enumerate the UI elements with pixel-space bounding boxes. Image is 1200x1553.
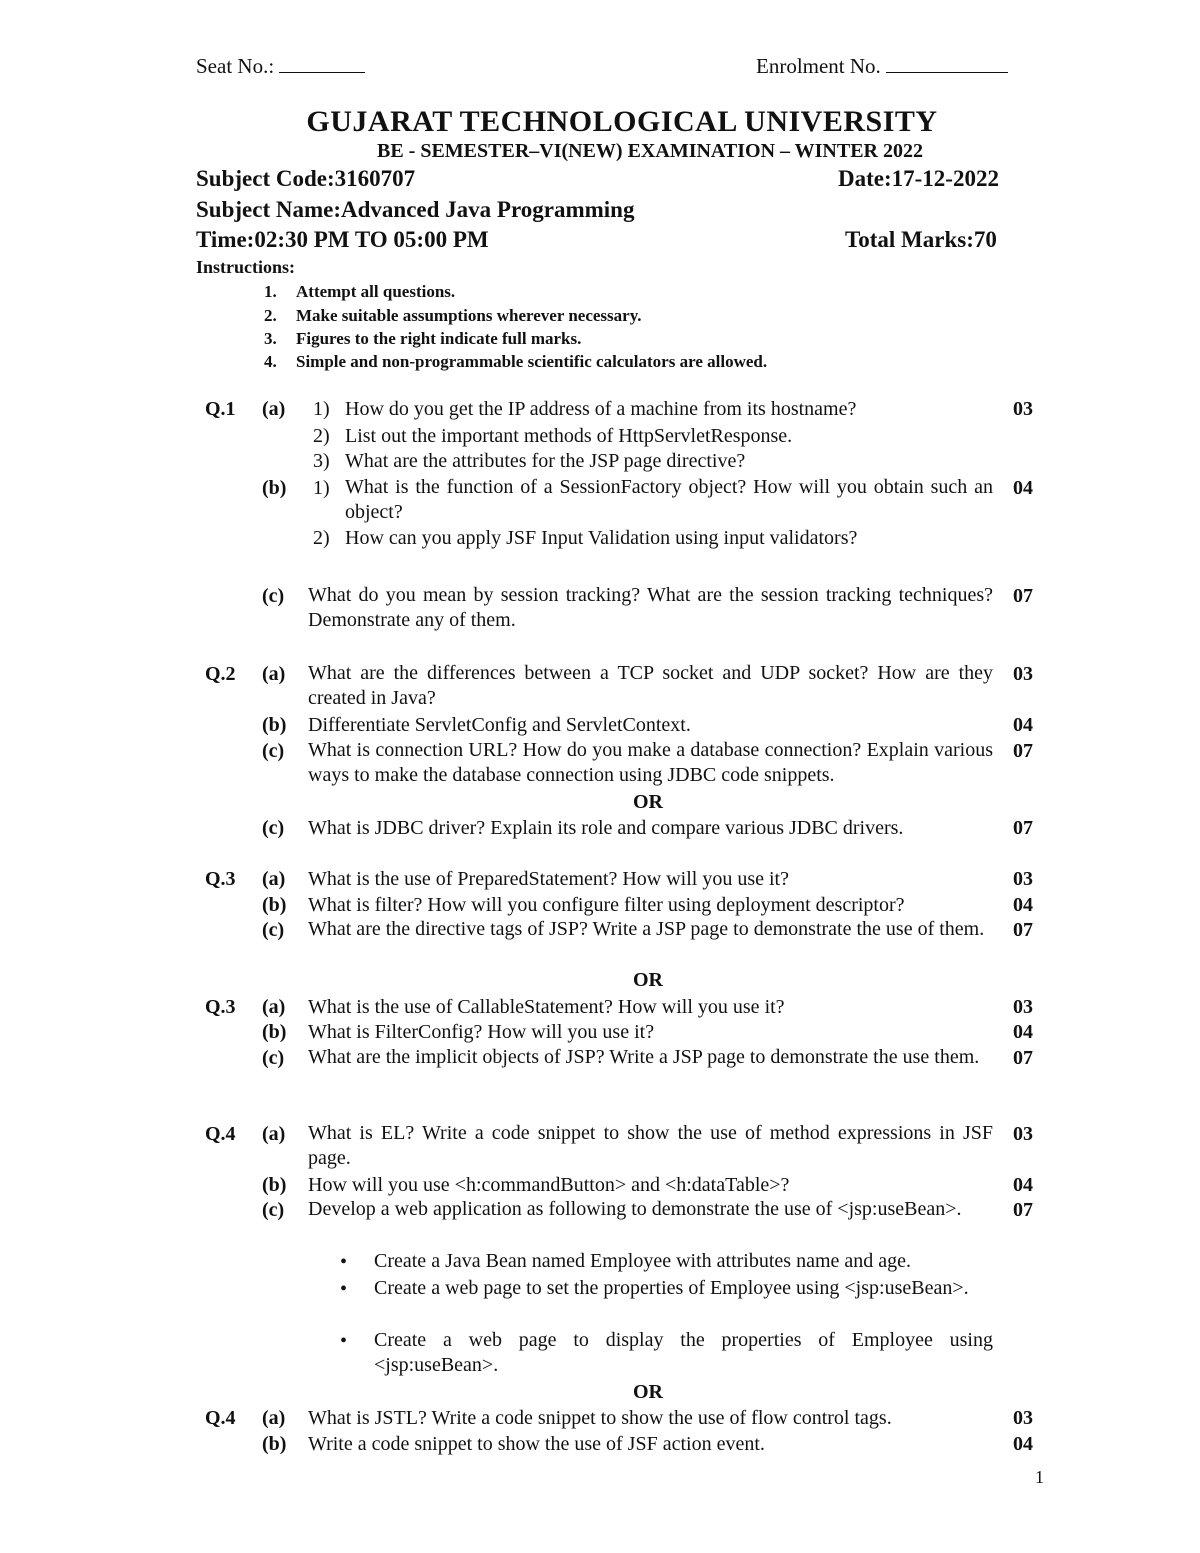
exam-date: Date:17-12-2022 — [838, 166, 999, 191]
marks: 07 — [1013, 817, 1033, 839]
question-text: Develop a web application as following to demonstrate the use of <jsp:useBean>. — [308, 1198, 962, 1220]
question-text: How do you get the IP address of a machine from its hostname? — [345, 398, 857, 420]
question-text: How can you apply JSF Input Validation using input validators? — [345, 527, 858, 549]
part-label: (a) — [262, 1407, 286, 1429]
marks: 03 — [1013, 1123, 1033, 1145]
question-number: Q.4 — [205, 1407, 236, 1429]
bullet-icon: • — [340, 1251, 348, 1273]
sub-item-number: 1) — [313, 398, 330, 420]
question-number: Q.1 — [205, 398, 236, 420]
marks: 04 — [1013, 1174, 1033, 1196]
exam-title: BE - SEMESTER–VI(NEW) EXAMINATION – WINTER 2022 — [377, 140, 923, 162]
part-label: (a) — [262, 1123, 286, 1145]
question-text: What are the implicit objects of JSP? Write a JSP page to demonstrate the use them. — [308, 1046, 980, 1068]
marks: 07 — [1013, 919, 1033, 941]
part-label: (b) — [262, 1021, 287, 1043]
question-text: Write a code snippet to show the use of JSF action event. — [308, 1433, 765, 1455]
enrolment-number-blank — [886, 54, 1008, 73]
question-text: What is the use of PreparedStatement? How will you use it? — [308, 868, 789, 890]
bullet-text: Create a web page to display the properties of Employee using <jsp:useBean>. — [374, 1329, 993, 1376]
instruction-item: 3. Figures to the right indicate full marks. — [264, 329, 582, 348]
question-text: What are the differences between a TCP socket and UDP socket? How are they created in Java? — [308, 662, 993, 709]
part-label: (c) — [262, 585, 285, 607]
question-text: What is JDBC driver? Explain its role and compare various JDBC drivers. — [308, 817, 904, 839]
university-title: GUJARAT TECHNOLOGICAL UNIVERSITY — [306, 105, 938, 138]
question-text: What are the directive tags of JSP? Write a JSP page to demonstrate the use of them. — [308, 918, 985, 940]
page-number: 1 — [1035, 1467, 1044, 1487]
marks: 04 — [1013, 1433, 1033, 1455]
part-label: (a) — [262, 663, 286, 685]
part-label: (b) — [262, 714, 287, 736]
part-label: (c) — [262, 817, 285, 839]
question-text: What is the use of CallableStatement? How will you use it? — [308, 996, 785, 1018]
marks: 03 — [1013, 1407, 1033, 1429]
enrolment-number-field — [756, 54, 1008, 79]
marks: 07 — [1013, 740, 1033, 762]
instruction-item: 2. Make suitable assumptions wherever necessary. — [264, 306, 642, 325]
question-text: What is JSTL? Write a code snippet to show the use of flow control tags. — [308, 1407, 892, 1429]
instruction-item: 4. Simple and non-programmable scientific calculators are allowed. — [264, 352, 768, 371]
question-text: What is filter? How will you configure filter using deployment descriptor? — [308, 894, 905, 916]
question-text: Differentiate ServletConfig and ServletContext. — [308, 714, 691, 736]
sub-item-number: 2) — [313, 527, 330, 549]
bullet-text: Create a Java Bean named Employee with attributes name and age. — [374, 1250, 912, 1272]
or-separator: OR — [633, 969, 663, 991]
question-text: What is EL? Write a code snippet to show the use of method expressions in JSF page. — [308, 1122, 993, 1169]
marks: 07 — [1013, 1199, 1033, 1221]
instructions-heading: Instructions: — [196, 257, 296, 277]
marks: 04 — [1013, 477, 1033, 499]
marks: 07 — [1013, 585, 1033, 607]
instruction-item: 1. Attempt all questions. — [264, 282, 456, 301]
part-label: (b) — [262, 894, 287, 916]
part-label: (c) — [262, 1047, 285, 1069]
marks: 03 — [1013, 663, 1033, 685]
marks: 04 — [1013, 894, 1033, 916]
marks: 03 — [1013, 398, 1033, 420]
marks: 03 — [1013, 996, 1033, 1018]
part-label: (c) — [262, 740, 285, 762]
exam-time: Time:02:30 PM TO 05:00 PM — [196, 227, 489, 252]
marks: 04 — [1013, 714, 1033, 736]
part-label: (a) — [262, 868, 286, 890]
question-number: Q.2 — [205, 663, 236, 685]
question-text: What is FilterConfig? How will you use it? — [308, 1021, 655, 1043]
sub-item-number: 3) — [313, 450, 330, 472]
part-label: (c) — [262, 919, 285, 941]
sub-item-number: 2) — [313, 425, 330, 447]
subject-name: Subject Name:Advanced Java Programming — [196, 197, 635, 222]
seat-number-label: Seat No.: — [196, 54, 275, 78]
enrolment-number-label: Enrolment No. — [756, 54, 881, 78]
or-separator: OR — [633, 1381, 663, 1403]
marks: 04 — [1013, 1021, 1033, 1043]
or-separator: OR — [633, 791, 663, 813]
part-label: (b) — [262, 477, 287, 499]
part-label: (c) — [262, 1199, 285, 1221]
part-label: (b) — [262, 1174, 287, 1196]
question-text: What is connection URL? How do you make a database connection? Explain various ways to make the database connection using JDBC code snippets. — [308, 739, 993, 786]
question-text: List out the important methods of HttpServletResponse. — [345, 425, 793, 447]
question-number: Q.3 — [205, 868, 236, 890]
question-text: What are the attributes for the JSP page directive? — [345, 450, 746, 472]
seat-number-field — [196, 54, 365, 79]
bullet-icon: • — [340, 1330, 348, 1352]
question-text: How will you use <h:commandButton> and <h:dataTable>? — [308, 1174, 790, 1196]
question-number: Q.4 — [205, 1123, 236, 1145]
bullet-icon: • — [340, 1278, 348, 1300]
seat-number-blank — [279, 54, 365, 73]
marks: 03 — [1013, 868, 1033, 890]
part-label: (a) — [262, 996, 286, 1018]
question-text: What is the function of a SessionFactory object? How will you obtain such an object? — [345, 476, 993, 523]
subject-code: Subject Code:3160707 — [196, 166, 416, 191]
question-number: Q.3 — [205, 996, 236, 1018]
part-label: (a) — [262, 398, 286, 420]
marks: 07 — [1013, 1047, 1033, 1069]
part-label: (b) — [262, 1433, 287, 1455]
question-text: What do you mean by session tracking? What are the session tracking techniques? Demonstrate any of them. — [308, 584, 993, 631]
bullet-text: Create a web page to set the properties of Employee using <jsp:useBean>. — [374, 1277, 969, 1299]
total-marks: Total Marks:70 — [845, 227, 997, 252]
sub-item-number: 1) — [313, 477, 330, 499]
